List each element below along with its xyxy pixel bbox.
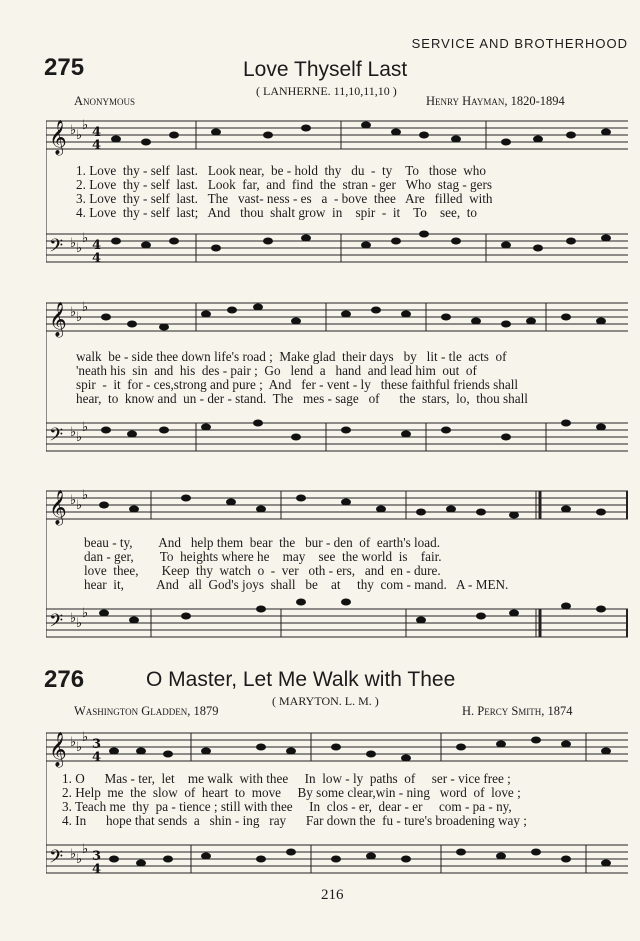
svg-text:♭: ♭ [70, 735, 77, 750]
hymn-276-title: O Master, Let Me Walk with Thee [146, 668, 456, 691]
svg-text:♭: ♭ [82, 842, 89, 857]
svg-text:𝄢: 𝄢 [49, 847, 64, 872]
hymn-276-author: Washington Gladden, 1879 [74, 704, 219, 718]
hymn-275-verse-3-line-3: love thee, Keep thy watch o - ver oth - ers, and en - dure. [84, 563, 441, 578]
hymn-275-verse-1-line-2: walk be - side thee down life's road ; Make glad their days by lit - tle acts of [76, 349, 507, 364]
hymn-275-title: Love Thyself Last [243, 58, 408, 81]
svg-text:♭: ♭ [76, 430, 83, 445]
svg-text:♭: ♭ [70, 305, 77, 320]
hymn-275-verse-1-line-3: beau - ty, And help them bear the bur - den of earth's load. [84, 535, 441, 550]
svg-text:♭: ♭ [76, 852, 83, 867]
hymn-275-verse-2-line-1: 2. Love thy - self last. Look far, and find the stran - ger Who stag - gers [76, 177, 492, 192]
svg-text:♭: ♭ [70, 847, 77, 862]
svg-text:4: 4 [92, 251, 102, 266]
svg-text:♭: ♭ [76, 241, 83, 256]
svg-text:♭: ♭ [82, 231, 89, 246]
hymn-276-verse-4: 4. In hope that sends a shin - ing ray Far down the fu - ture's broadening way ; [62, 813, 527, 828]
hymn-275-verse-3-line-1: 3. Love thy - self last. The vast- ness - es a - bove thee Are filled with [76, 191, 493, 206]
svg-text:𝄢: 𝄢 [49, 425, 64, 450]
svg-text:𝄞: 𝄞 [49, 302, 67, 337]
hymn-276-verse-2: 2. Help me the slow of heart to move By some clear,win - ning word of love ; [62, 785, 521, 800]
svg-text:♭: ♭ [76, 498, 83, 513]
hymn-275-verse-4-line-2: hear, to know and un - der - stand. The mes - sage of the stars, lo, thou shall [76, 391, 528, 406]
hymn-275-composer: Henry Hayman, 1820-1894 [426, 94, 565, 108]
svg-text:♭: ♭ [70, 425, 77, 440]
hymn-276-tune: ( MARYTON. L. M. ) [272, 694, 379, 708]
svg-text:4: 4 [92, 750, 102, 765]
svg-text:♭: ♭ [76, 128, 83, 143]
svg-text:♭: ♭ [82, 300, 89, 315]
svg-text:♭: ♭ [82, 420, 89, 435]
hymn-275-verse-3-line-2: spir - it for - ces,strong and pure ; And fer - vent - ly these faithful friends shall [76, 377, 519, 392]
page-number: 216 [321, 887, 344, 903]
svg-text:♭: ♭ [70, 123, 77, 138]
section-heading: SERVICE AND BROTHERHOOD [411, 36, 628, 51]
hymn-275-verse-2-line-3: dan - ger, To heights where he may see the world is fair. [84, 549, 442, 564]
svg-text:4: 4 [92, 862, 102, 877]
bass-clef-icon: 𝄢 [49, 236, 64, 261]
svg-text:♭: ♭ [76, 310, 83, 325]
treble-clef-icon: 𝄞 [49, 120, 67, 155]
svg-text:♭: ♭ [82, 606, 89, 621]
svg-text:♭: ♭ [70, 493, 77, 508]
svg-text:𝄞: 𝄞 [49, 732, 67, 767]
svg-text:4: 4 [92, 125, 102, 140]
hymn-275-verse-4-line-1: 4. Love thy - self last; And thou shalt grow in spir - it To see, to [76, 205, 478, 220]
svg-text:♭: ♭ [82, 730, 89, 745]
svg-text:𝄢: 𝄢 [49, 611, 64, 636]
svg-text:♭: ♭ [70, 236, 77, 251]
hymn-275-author: Anonymous [74, 94, 136, 108]
svg-text:3: 3 [92, 737, 102, 752]
hymn-275-number: 275 [44, 54, 85, 81]
svg-text:𝄞: 𝄞 [49, 490, 67, 525]
svg-text:4: 4 [92, 238, 102, 253]
svg-text:♭: ♭ [82, 118, 89, 133]
hymn-276-verse-3: 3. Teach me thy pa - tience ; still with thee In clos - er, dear - er com - pa - ny, [62, 799, 512, 814]
svg-text:♭: ♭ [76, 616, 83, 631]
hymn-276-composer: H. Percy Smith, 1874 [462, 704, 573, 718]
hymn-275-verse-4-line-3: hear it, And all God's joys shall be at thy com - mand. A - MEN. [84, 577, 509, 592]
hymn-275-tune: ( LANHERNE. 11,10,11,10 ) [256, 84, 397, 98]
svg-text:♭: ♭ [76, 740, 83, 755]
hymn-276-number: 276 [44, 666, 85, 693]
svg-text:♭: ♭ [82, 488, 89, 503]
svg-text:3: 3 [92, 849, 102, 864]
hymn-275-verse-1-line-1: 1. Love thy - self last. Look near, be - hold thy du - ty To those who [76, 163, 486, 178]
svg-text:4: 4 [92, 138, 102, 153]
hymn-275-verse-2-line-2: 'neath his sin and his des - pair ; Go lend a hand and lead him out of [76, 363, 477, 378]
hymn-276-verse-1: 1. O Mas - ter, let me walk with thee In low - ly paths of ser - vice free ; [62, 771, 511, 786]
svg-text:♭: ♭ [70, 611, 77, 626]
